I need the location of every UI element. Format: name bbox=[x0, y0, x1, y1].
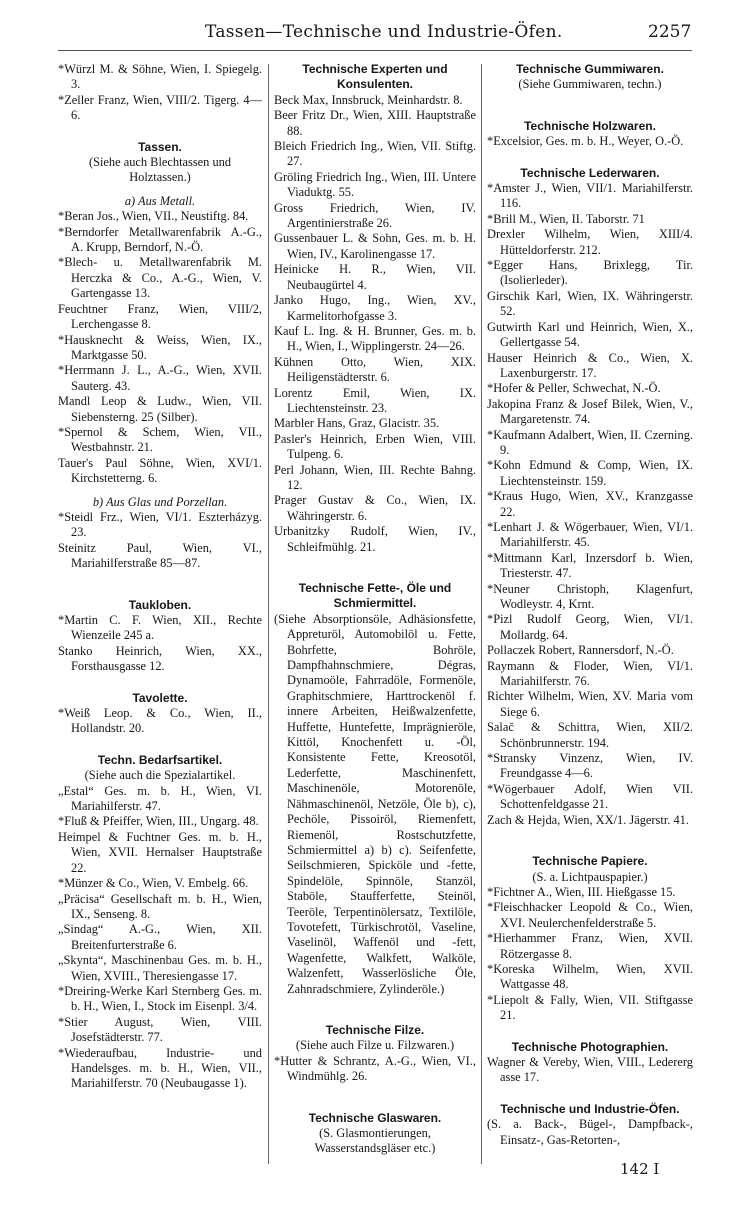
subsection-heading: a) Aus Metall. bbox=[124, 193, 196, 208]
directory-entry: *Wiederaufbau, Industrie- und Handelsges. m. b. H., Wien, VII., Mariahilferstr. 70 (Neubaugasse 1). bbox=[58, 1045, 262, 1091]
directory-entry: *Pizl Rudolf Georg, Wien, VI/1. Mollardg. 64. bbox=[487, 612, 693, 642]
spacer bbox=[274, 1085, 476, 1111]
directory-entry: Steinitz Paul, Wien, VI., Mariahilferstraße 85—87. bbox=[58, 540, 262, 571]
cross-reference-note: (S. a. Lichtpauspapier.) bbox=[532, 869, 648, 884]
directory-entry: Prager Gustav & Co., Wien, IX. Währingerstr. 6. bbox=[274, 493, 476, 523]
directory-entry: *Fluß & Pfeiffer, Wien, III., Ungarg. 48. bbox=[58, 814, 259, 829]
directory-entry: *Stransky Vinzenz, Wien, IV. Freundgasse 4—6. bbox=[487, 751, 693, 781]
directory-entry: Girschik Karl, Wien, IX. Währingerstr. 52. bbox=[487, 288, 693, 319]
directory-entry: Urbanitzky Rudolf, Wien, IV., Schleifmühlg. 21. bbox=[274, 524, 476, 554]
directory-entry: Feuchtner Franz, Wien, VIII/2, Lerchengasse 8. bbox=[58, 301, 262, 332]
directory-entry: Pollaczek Robert, Rannersdorf, N.-Ö. bbox=[487, 643, 674, 658]
subsection-heading: b) Aus Glas und Porzellan. bbox=[92, 494, 228, 509]
directory-entry: Pasler's Heinrich, Erben Wien, VIII. Tulpeng. 6. bbox=[274, 431, 476, 462]
directory-entry: *Martin C. F. Wien, XII., Rechte Wienzeile 245 a. bbox=[58, 613, 262, 643]
directory-entry: Wagner & Vereby, Wien, VIII., Ledererg asse 17. bbox=[487, 1054, 693, 1085]
cross-reference-note: (Siehe auch die Spezialartikel. bbox=[84, 768, 236, 783]
directory-entry: *Zeller Franz, Wien, VIII/2. Tigerg. 4—6. bbox=[58, 92, 262, 123]
directory-entry: *Liepolt & Fally, Wien, VII. Stiftgasse 21. bbox=[487, 992, 693, 1023]
section-heading: Techn. Bedarfsartikel. bbox=[97, 752, 223, 767]
section-heading: Technische und Industrie-Öfen. bbox=[500, 1101, 680, 1116]
page-number: 2257 bbox=[648, 22, 692, 42]
directory-entry: *Hofer & Peller, Schwechat, N.-Ö. bbox=[487, 381, 661, 396]
directory-entry: „Skynta“, Maschinenbau Ges. m. b. H., Wien, XVIII., Theresiengasse 17. bbox=[58, 953, 262, 983]
directory-entry: *Beran Jos., Wien, VII., Neustiftg. 84. bbox=[58, 209, 249, 224]
cross-reference-note: (S. Glasmontierungen, Wasserstandsgläser etc.) bbox=[314, 1126, 436, 1156]
cross-reference-note: (Siehe auch Filze u. Filzwaren.) bbox=[295, 1038, 455, 1053]
spacer bbox=[274, 555, 476, 581]
directory-entry: *Neuner Christoph, Klagenfurt, Wodleystr. 4, Krnt. bbox=[487, 581, 693, 611]
directory-entry: Gutwirth Karl und Heinrich, Wien, X., Gellertgasse 54. bbox=[487, 319, 693, 350]
spacer bbox=[487, 150, 693, 166]
column-1 bbox=[58, 62, 262, 1092]
spacer bbox=[274, 997, 476, 1023]
directory-entry: Stanko Heinrich, Wien, XX., Forsthausgasse 12. bbox=[58, 643, 262, 674]
directory-entry: *Excelsior, Ges. m. b. H., Weyer, O.-Ö. bbox=[487, 134, 684, 149]
directory-entry: *Spernol & Schem, Wien, VII., Westbahnstr. 21. bbox=[58, 424, 262, 455]
section-heading: Taukloben. bbox=[128, 597, 192, 612]
directory-entry: *Herrmann J. L., A.-G., Wien, XVII. Sauterg. 43. bbox=[58, 363, 262, 393]
column-3 bbox=[487, 62, 693, 1148]
directory-entry: „Sindag“ A.-G., Wien, XII. Breitenfurterstraße 6. bbox=[58, 922, 262, 952]
section-heading: Tassen. bbox=[138, 139, 182, 154]
header-rule bbox=[58, 50, 692, 51]
directory-entry: *Fichtner A., Wien, III. Hießgasse 15. bbox=[487, 884, 676, 899]
spacer bbox=[58, 186, 262, 194]
directory-entry: Zach & Hejda, Wien, XX/1. Jägerstr. 41. bbox=[487, 812, 689, 827]
directory-entry: Beck Max, Innsbruck, Meinhardstr. 8. bbox=[274, 92, 463, 107]
directory-entry: *Würzl M. & Söhne, Wien, I. Spiegelg. 3. bbox=[58, 62, 262, 92]
directory-entry: Bleich Friedrich Ing., Wien, VII. Stiftg. 27. bbox=[274, 139, 476, 169]
directory-entry: *Lenhart J. & Wögerbauer, Wien, VI/1. Mariahilferstr. 45. bbox=[487, 519, 693, 550]
section-heading: Technische Filze. bbox=[325, 1022, 425, 1037]
directory-entry: *Mittmann Karl, Inzersdorf b. Wien, Triesterstr. 47. bbox=[487, 550, 693, 581]
spacer bbox=[58, 572, 262, 598]
column-divider bbox=[268, 64, 269, 1164]
directory-entry: *Amster J., Wien, VII/1. Mariahilferstr. 116. bbox=[487, 181, 693, 211]
directory-entry: *Egger Hans, Brixlegg, Tir. (Isolierleder). bbox=[487, 258, 693, 288]
spacer bbox=[58, 124, 262, 140]
directory-entry: Gross Friedrich, Wien, IV. Argentinierstraße 26. bbox=[274, 200, 476, 231]
cross-reference-note: (Siehe Gummiwaren, techn.) bbox=[518, 77, 662, 92]
directory-entry: *Berndorfer Metallwarenfabrik A.-G., A. Krupp, Berndorf, N.-Ö. bbox=[58, 224, 262, 255]
directory-entry: Gröling Friedrich Ing., Wien, III. Untere Viaduktg. 55. bbox=[274, 169, 476, 200]
directory-entry: *Hutter & Schrantz, A.-G., Wien, VI., Windmühlg. 26. bbox=[274, 1053, 476, 1084]
directory-entry: Gussenbauer L. & Sohn, Ges. m. b. H. Wien, IV., Karolinengasse 17. bbox=[274, 231, 476, 261]
directory-entry: *Kraus Hugo, Wien, XV., Kranzgasse 22. bbox=[487, 489, 693, 519]
spacer bbox=[487, 1024, 693, 1040]
directory-entry: *Kohn Edmund & Comp, Wien, IX. Liechtensteinstr. 159. bbox=[487, 458, 693, 488]
directory-entry: Kauf L. Ing. & H. Brunner, Ges. m. b. H., Wien, I., Wipplingerstr. 24—26. bbox=[274, 323, 476, 354]
directory-entry: Beer Fritz Dr., Wien, XIII. Hauptstraße 88. bbox=[274, 108, 476, 138]
running-title: Tassen—Technische und Industrie-Öfen. bbox=[205, 22, 563, 42]
spacer bbox=[58, 675, 262, 691]
directory-entry: *Weiß Leop. & Co., Wien, II., Hollandstr. 20. bbox=[58, 706, 262, 736]
spacer bbox=[58, 487, 262, 495]
directory-entry: Lorentz Emil, Wien, IX. Liechtensteinstr. 23. bbox=[274, 385, 476, 415]
directory-entry: Mandl Leop & Ludw., Wien, VII. Siebensterng. 25 (Silber). bbox=[58, 394, 262, 424]
section-heading: Technische Papiere. bbox=[532, 854, 648, 869]
directory-entry: Drexler Wilhelm, Wien, XIII/4. Hütteldorferstr. 212. bbox=[487, 227, 693, 257]
directory-entry: Marbler Hans, Graz, Glacistr. 35. bbox=[274, 416, 440, 431]
directory-entry: *Wögerbauer Adolf, Wien VII. Schottenfeldgasse 21. bbox=[487, 781, 693, 812]
directory-entry: *Hierhammer Franz, Wien, XVII. Rötzergasse 8. bbox=[487, 931, 693, 961]
section-heading: Technische Experten und Konsulenten. bbox=[302, 62, 448, 92]
section-heading: Technische Fette-, Öle und Schmiermittel. bbox=[298, 581, 452, 611]
directory-entry: Kühnen Otto, Wien, XIX. Heiligenstädterstr. 6. bbox=[274, 354, 476, 385]
directory-entry: *Hausknecht & Weiss, Wien, IX., Marktgasse 50. bbox=[58, 332, 262, 362]
column-divider bbox=[481, 64, 482, 1164]
directory-entry: *Koreska Wilhelm, Wien, XVII. Wattgasse 48. bbox=[487, 961, 693, 992]
directory-entry: „Estal“ Ges. m. b. H., Wien, VI. Mariahilferstr. 47. bbox=[58, 783, 262, 814]
directory-entry: Heinicke H. R., Wien, VII. Neubaugürtel 4. bbox=[274, 262, 476, 292]
cross-reference-note: (Siehe auch Blechtassen und Holztassen.) bbox=[88, 155, 232, 185]
directory-entry: *Kaufmann Adalbert, Wien, II. Czerning. 9. bbox=[487, 427, 693, 457]
directory-entry: *Steidl Frz., Wien, VI/1. Eszterházyg. 23. bbox=[58, 509, 262, 540]
directory-entry: *Blech- u. Metallwarenfabrik M. Herczka & Co., A.-G., Wien, V. Gartengasse 13. bbox=[58, 255, 262, 301]
directory-entry: *Brill M., Wien, II. Taborstr. 71 bbox=[487, 211, 645, 226]
spacer bbox=[58, 737, 262, 753]
directory-entry: Raymann & Floder, Wien, VI/1. Mariahilferstr. 76. bbox=[487, 658, 693, 689]
directory-entry: *Münzer & Co., Wien, V. Embelg. 66. bbox=[58, 876, 249, 891]
directory-entry: Hauser Heinrich & Co., Wien, X. Laxenburgerstr. 17. bbox=[487, 350, 693, 380]
directory-entry: (Siehe Absorptionsöle, Adhäsionsfette, Appreturöl, Automobilöl u. Fette, Bohrfette, Bohröle, Dampfhahnschmiere, Dégras, Dynamoöle, Fahrradöle, Formenöle, Graphitschmiere, Harttrockenöl f. innere Arbeiten, Heißwalzenfette, Huffette, Huntefette, Imprägnieröle, Kittöl, Knochenfett u. -Öl, Konsistente Fette, Kreosotöl, Lederfette, Maschinenfett, Maschinenöle, Motorenöle, Nähmaschinenöl, Netzöle, Öle b), c), Pechöle, Pissoiröl, Riemenfett, Riemenöl, Rostschutzfette, Schmiermittel a) b) c). Seifenfette, Seilschmieren, Spicköle und -fette, Spindelöle, Spinnöle, Stanzöl, Staböle, Staufferfette, Steinöl, Teeröle, Terpentinölersatz, Textilöle, Tovotefett, Türkischrotöl, Vaseline, Vaselinöl, Waffenöl und -fett, Wagenfette, Walkfett, Walköle, Walzenfett, Wasserlösliche Öle, Zahnradschmiere, Zylinderöle.) bbox=[274, 611, 476, 996]
directory-entry: Jakopina Franz & Josef Bilek, Wien, V., Margaretenstr. 74. bbox=[487, 396, 693, 427]
directory-entry: Janko Hugo, Ing., Wien, XV., Karmelitorhofgasse 3. bbox=[274, 293, 476, 323]
column-2 bbox=[274, 62, 476, 1157]
directory-entry: *Dreiring-Werke Karl Sternberg Ges. m. b. H., Wien, I., Stock im Eisenpl. 3/4. bbox=[58, 983, 262, 1014]
directory-entry: *Stier August, Wien, VIII. Josefstädterstr. 77. bbox=[58, 1014, 262, 1045]
spacer bbox=[487, 93, 693, 119]
spacer bbox=[487, 1086, 693, 1102]
directory-entry: Richter Wilhelm, Wien, XV. Maria vom Siege 6. bbox=[487, 689, 693, 719]
directory-entry: „Präcisa“ Gesellschaft m. b. H., Wien, IX., Senseng. 8. bbox=[58, 891, 262, 921]
directory-entry: Perl Johann, Wien, III. Rechte Bahng. 12. bbox=[274, 462, 476, 492]
page-header bbox=[0, 22, 744, 46]
section-heading: Technische Lederwaren. bbox=[520, 165, 660, 180]
directory-entry: Heimpel & Fuchtner Ges. m. b. H., Wien, XVII. Hernalser Hauptstraße 22. bbox=[58, 829, 262, 875]
signature-mark: 142 I bbox=[620, 1160, 660, 1178]
directory-entry: Salač & Schittra, Wien, XII/2. Schönbrunnerstr. 194. bbox=[487, 720, 693, 750]
section-heading: Technische Glaswaren. bbox=[308, 1110, 442, 1125]
section-heading: Tavolette. bbox=[132, 690, 188, 705]
section-heading: Technische Holzwaren. bbox=[524, 118, 656, 133]
section-heading: Technische Gummiwaren. bbox=[516, 62, 664, 76]
directory-entry: (S. a. Back-, Bügel-, Dampfback-, Einsatz-, Gas-Retorten-, bbox=[487, 1117, 693, 1147]
spacer bbox=[487, 828, 693, 854]
section-heading: Technische Photographien. bbox=[511, 1039, 669, 1054]
directory-entry: *Fleischhacker Leopold & Co., Wien, XVI. Neulerchenfelderstraße 5. bbox=[487, 900, 693, 930]
directory-entry: Tauer's Paul Söhne, Wien, XVI/1. Kirchstetterng. 6. bbox=[58, 455, 262, 486]
